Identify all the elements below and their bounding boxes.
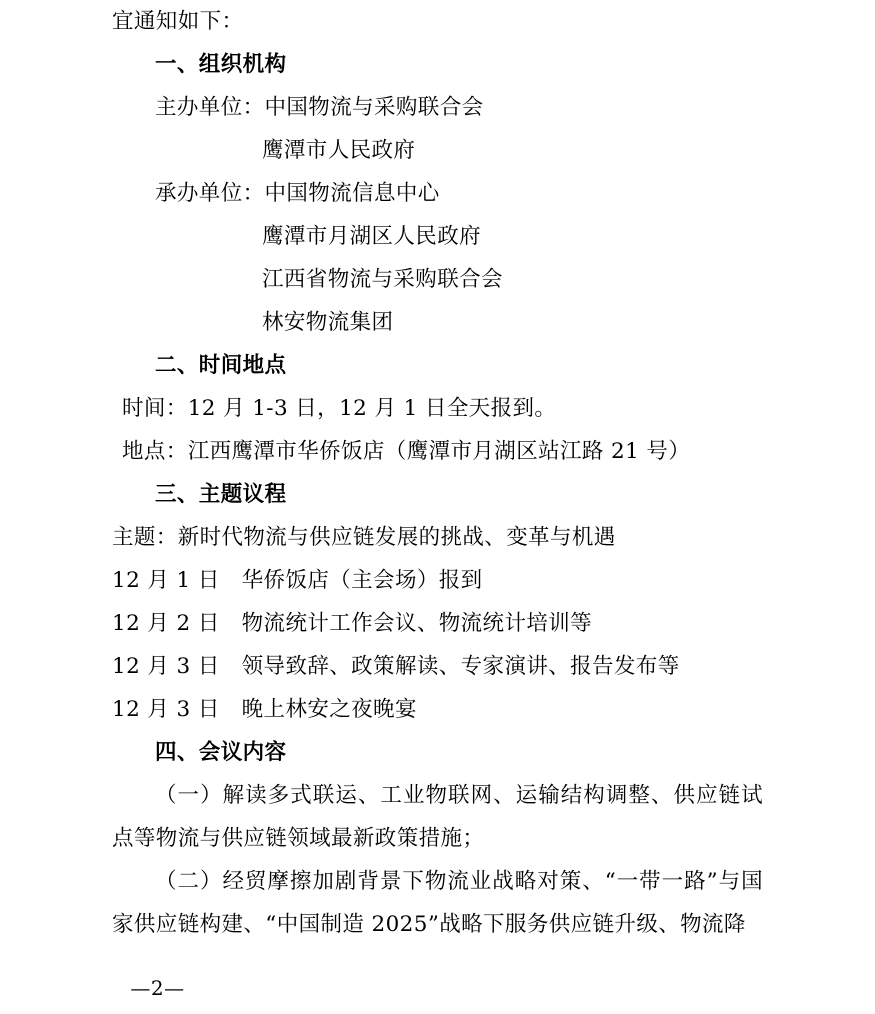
section-heading-4: 四、会议内容: [155, 740, 287, 765]
section-1-line-5: 江西省物流与采购联合会: [262, 267, 503, 292]
section-4-paragraph-1: [112, 774, 763, 860]
section-3-line-4: 12 月 3 日 领导致辞、政策解读、专家演讲、报告发布等: [112, 654, 680, 679]
section-4-paragraph-1-text: （一）解读多式联运、工业物联网、运输结构调整、供应链试点等物流与供应链领域最新政策措施；: [112, 783, 763, 851]
section-1-line-4: 鹰潭市月湖区人民政府: [262, 224, 482, 249]
page-number-text: —2—: [130, 976, 185, 1000]
section-3-line-2: 12 月 1 日 华侨饭店（主会场）报到: [112, 568, 483, 593]
section-4-paragraph-2: [112, 860, 763, 946]
section-3-line-1: 主题：新时代物流与供应链发展的挑战、变革与机遇: [112, 525, 616, 550]
section-1-line-1: 主办单位：中国物流与采购联合会: [155, 95, 484, 120]
section-1-line-3: 承办单位：中国物流信息中心: [155, 181, 440, 206]
section-heading-3: 三、主题议程: [155, 482, 287, 507]
section-3-line-3: 12 月 2 日 物流统计工作会议、物流统计培训等: [112, 611, 593, 636]
section-2-line-1: 时间：12 月 1-3 日，12 月 1 日全天报到。: [122, 396, 557, 421]
section-heading-2: 二、时间地点: [155, 353, 287, 378]
section-3-line-5: 12 月 3 日 晚上林安之夜晚宴: [112, 697, 417, 722]
section-1-line-6: 林安物流集团: [262, 310, 394, 335]
intro-line: 宜通知如下：: [112, 9, 244, 34]
section-heading-1: 一、组织机构: [155, 52, 287, 77]
section-2-line-2: 地点：江西鹰潭市华侨饭店（鹰潭市月湖区站江路 21 号）: [122, 439, 691, 464]
page-number: [0, 976, 875, 1000]
section-4-paragraph-2-text: （二）经贸摩擦加剧背景下物流业战略对策、“一带一路”与国家供应链构建、“中国制造 2025”战略下服务供应链升级、物流降: [112, 869, 763, 937]
section-1-line-2: 鹰潭市人民政府: [262, 138, 416, 163]
